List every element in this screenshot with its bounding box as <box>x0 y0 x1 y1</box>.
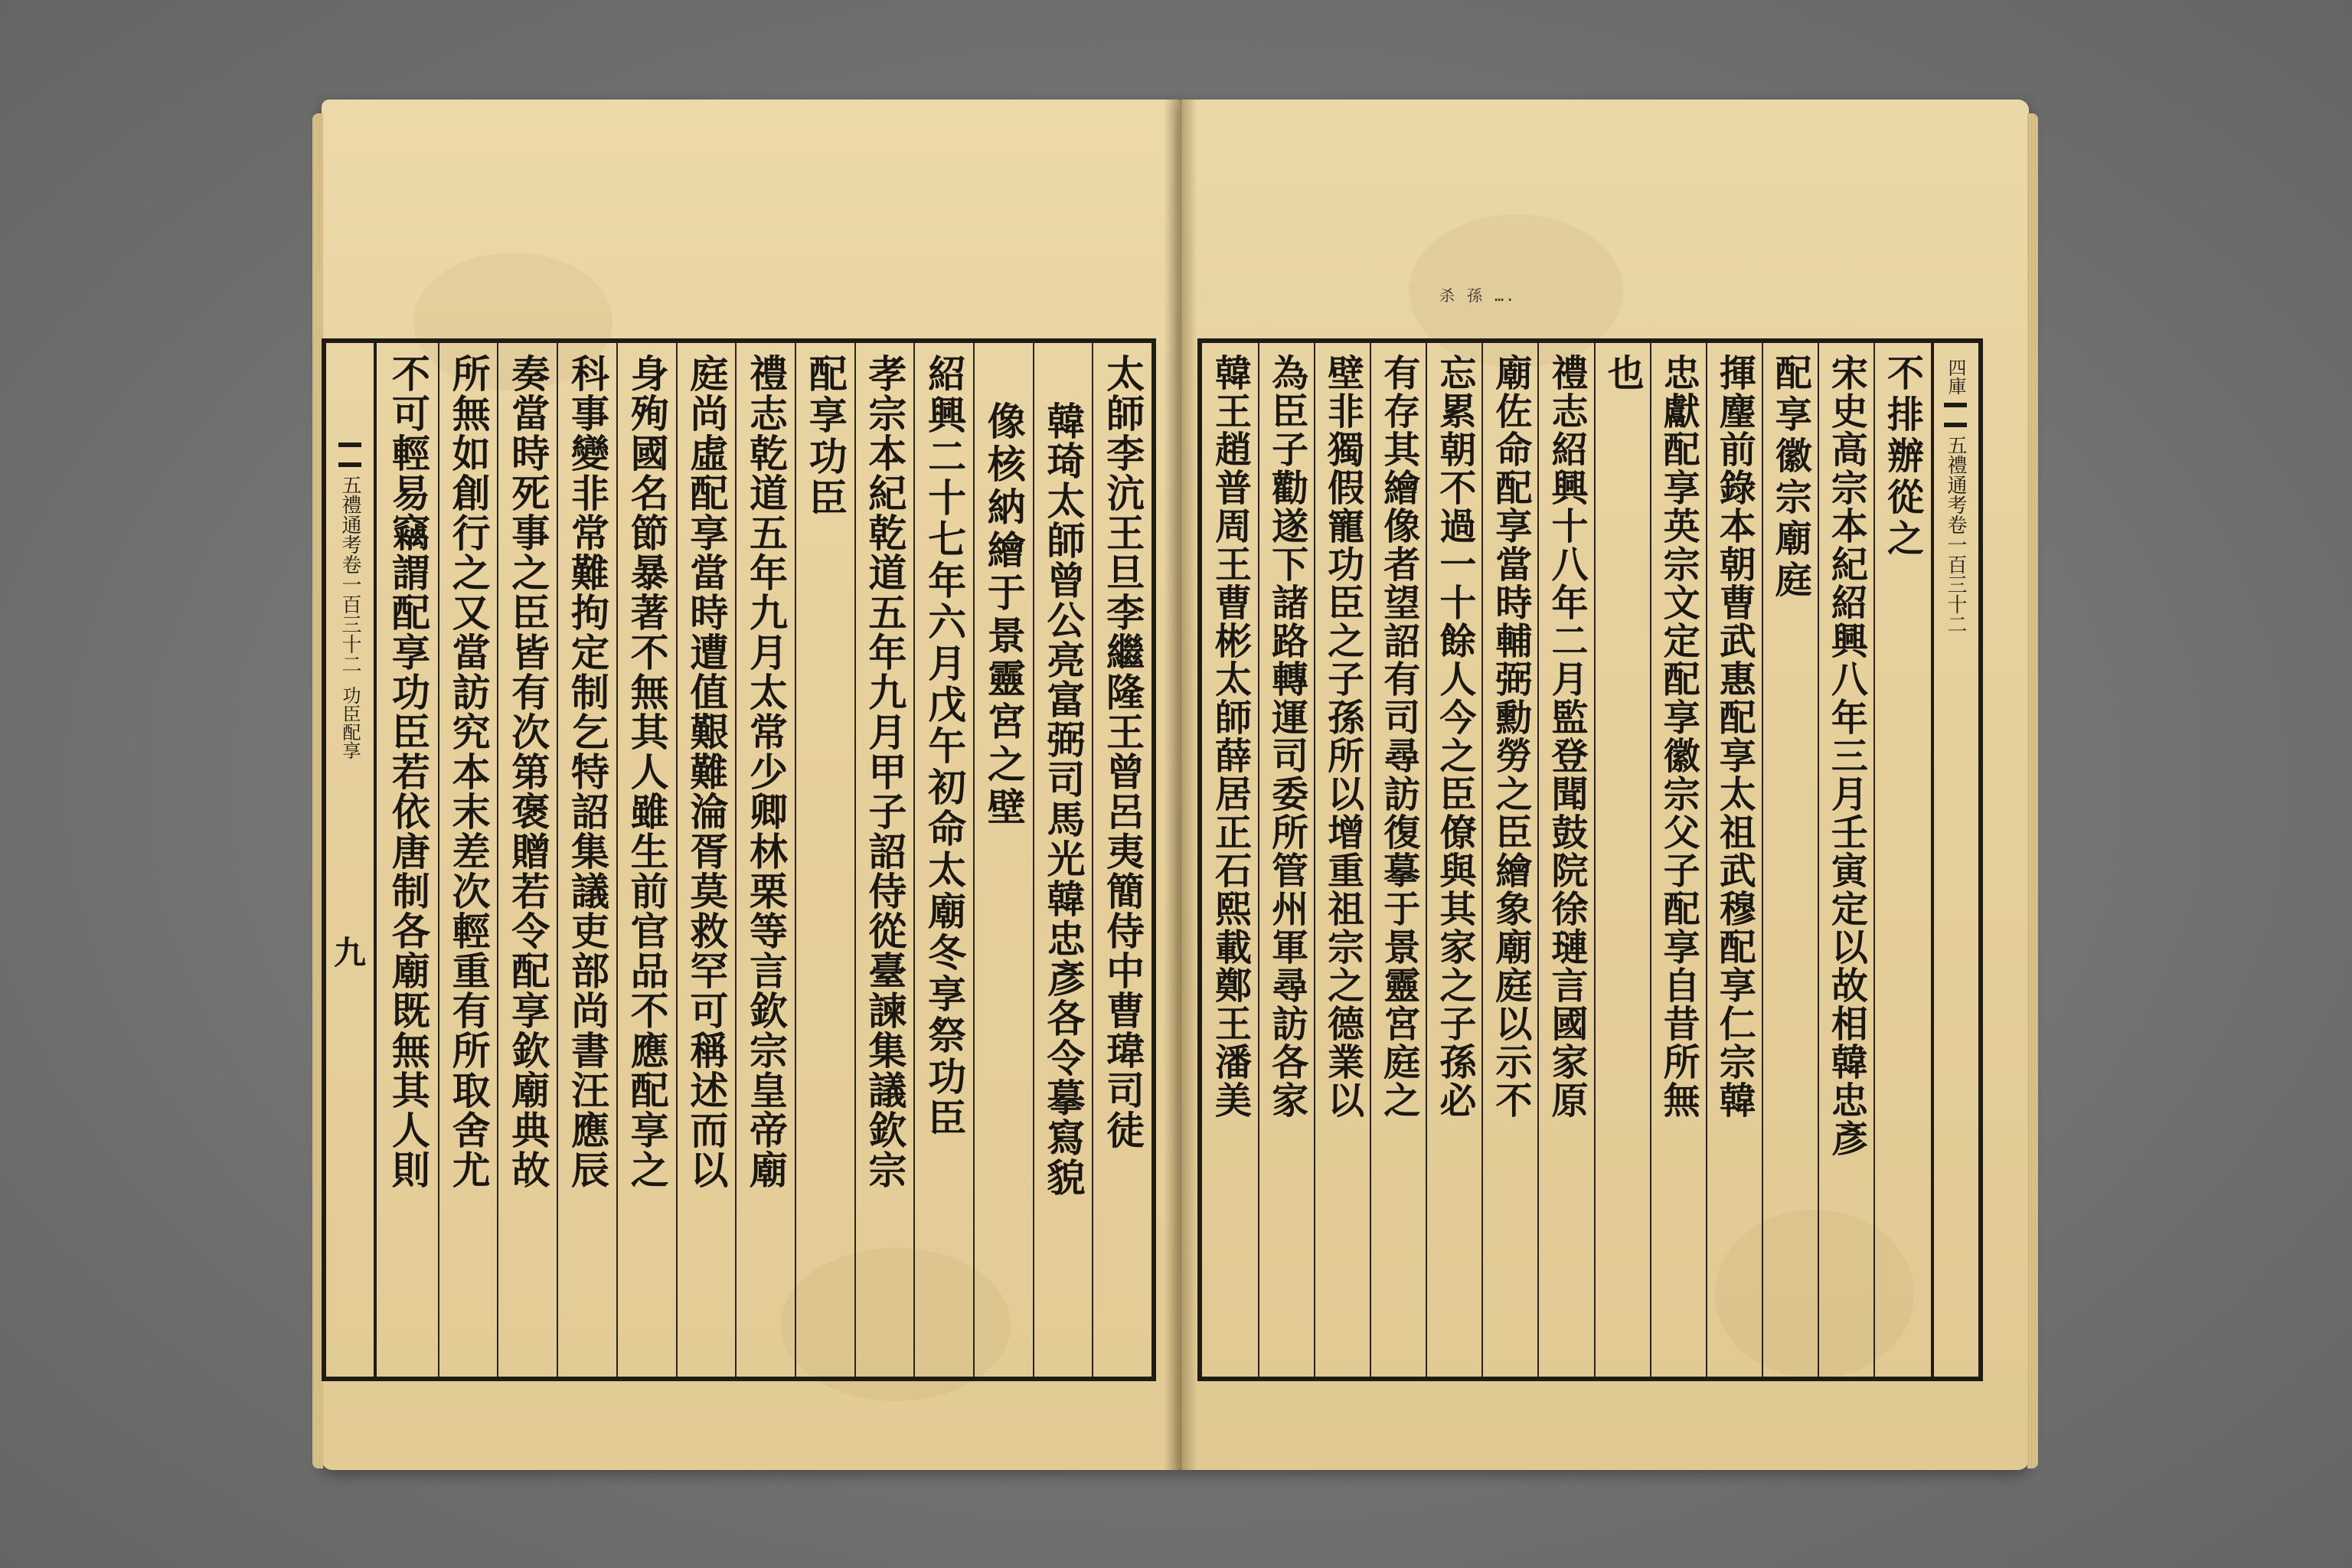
left-text-frame <box>322 338 1156 1381</box>
fish-tail-mark <box>1944 403 1967 427</box>
text-column: 奏當時死事之臣皆有次第褒贈若令配享欽廟典故 <box>497 343 557 1377</box>
right-columns <box>1202 343 1929 1377</box>
left-columns <box>378 343 1152 1377</box>
text-column: 韓琦太師曾公亮富弼司馬光韓忠彥各令摹寫貌 <box>1033 343 1093 1377</box>
text-column: 像核納繪于景靈宮之壁 <box>973 343 1033 1377</box>
ink-smudge-mark: 杀 孫 …. <box>1439 286 1517 305</box>
left-page <box>322 100 1179 1470</box>
text-column: 禮志紹興十八年二月監登聞鼓院徐璉言國家原 <box>1537 343 1593 1377</box>
text-column: 有存其繪像者望詔有司尋訪復摹于景靈宮庭之 <box>1370 343 1426 1377</box>
banxin-section: 功臣配享 <box>339 686 361 760</box>
text-column: 身殉國名節暴著不無其人雖生前官品不應配享之 <box>616 343 676 1377</box>
text-column: 所無如創行之又當訪究本末差次輕重有所取舍尤 <box>438 343 498 1377</box>
banxin-rule <box>1931 343 1934 1377</box>
banxin-book-title: 五禮通考卷一百三十二 <box>1944 435 1967 634</box>
text-column: 為臣子勸遂下諸路轉運司委所管州軍尋訪各家 <box>1258 343 1314 1377</box>
text-column: 壁非獨假寵功臣之子孫所以增重祖宗之德業以 <box>1314 343 1370 1377</box>
text-column: 庭尚虛配享當時遭值艱難淪胥莫救罕可稱述而以 <box>676 343 736 1377</box>
text-column: 科事變非常難拘定制乞特詔集議吏部尚書汪應辰 <box>557 343 616 1377</box>
book-gutter <box>1164 100 1197 1470</box>
text-column: 揮麈前錄本朝曹武惠配享太祖武穆配享仁宗韓 <box>1706 343 1762 1377</box>
page-number: 九 <box>333 934 366 972</box>
text-column: 紹興二十七年六月戊午初命太廟冬享祭功臣 <box>913 343 973 1377</box>
open-book <box>322 92 2335 1493</box>
left-banxin <box>331 343 369 1377</box>
right-text-frame <box>1197 338 1983 1381</box>
text-column: 配享徽宗廟庭 <box>1762 343 1818 1377</box>
banxin-rule <box>374 343 377 1377</box>
text-column: 不排辦從之 <box>1873 343 1929 1377</box>
text-column: 孝宗本紀乾道五年九月甲子詔侍從臺諫集議欽宗 <box>854 343 914 1377</box>
text-column: 配享功臣 <box>795 343 854 1377</box>
text-column: 忠獻配享英宗文定配享徽宗父子配享自昔所無 <box>1650 343 1706 1377</box>
right-banxin <box>1936 343 1975 1377</box>
right-page-edges <box>2027 113 2038 1468</box>
text-column: 韓王趙普周王曹彬太師薛居正石熙載鄭王潘美 <box>1208 354 1252 1119</box>
text-column: 忘累朝不過一十餘人今之臣僚與其家之子孫必 <box>1426 343 1481 1377</box>
banxin-section: 四庫 <box>1945 358 1966 395</box>
text-column: 宋史高宗本紀紹興八年三月壬寅定以故相韓忠彥 <box>1818 343 1873 1377</box>
text-column: 廟佐命配享當時輔弼勳勞之臣繪象廟庭以示不 <box>1481 343 1537 1377</box>
banxin-book-title: 五禮通考卷一百三十二 <box>338 475 361 674</box>
text-column: 不可輕易竊謂配享功臣若依唐制各廟既無其人則 <box>385 354 431 1190</box>
text-column: 禮志乾道五年九月太常少卿林栗等言欽宗皇帝廟 <box>735 343 795 1377</box>
text-column: 太師李沆王旦李繼隆王曾呂夷簡侍中曹瑋司徒 <box>1092 343 1152 1377</box>
text-column: 也 <box>1594 343 1650 1377</box>
fish-tail-mark <box>338 443 361 467</box>
